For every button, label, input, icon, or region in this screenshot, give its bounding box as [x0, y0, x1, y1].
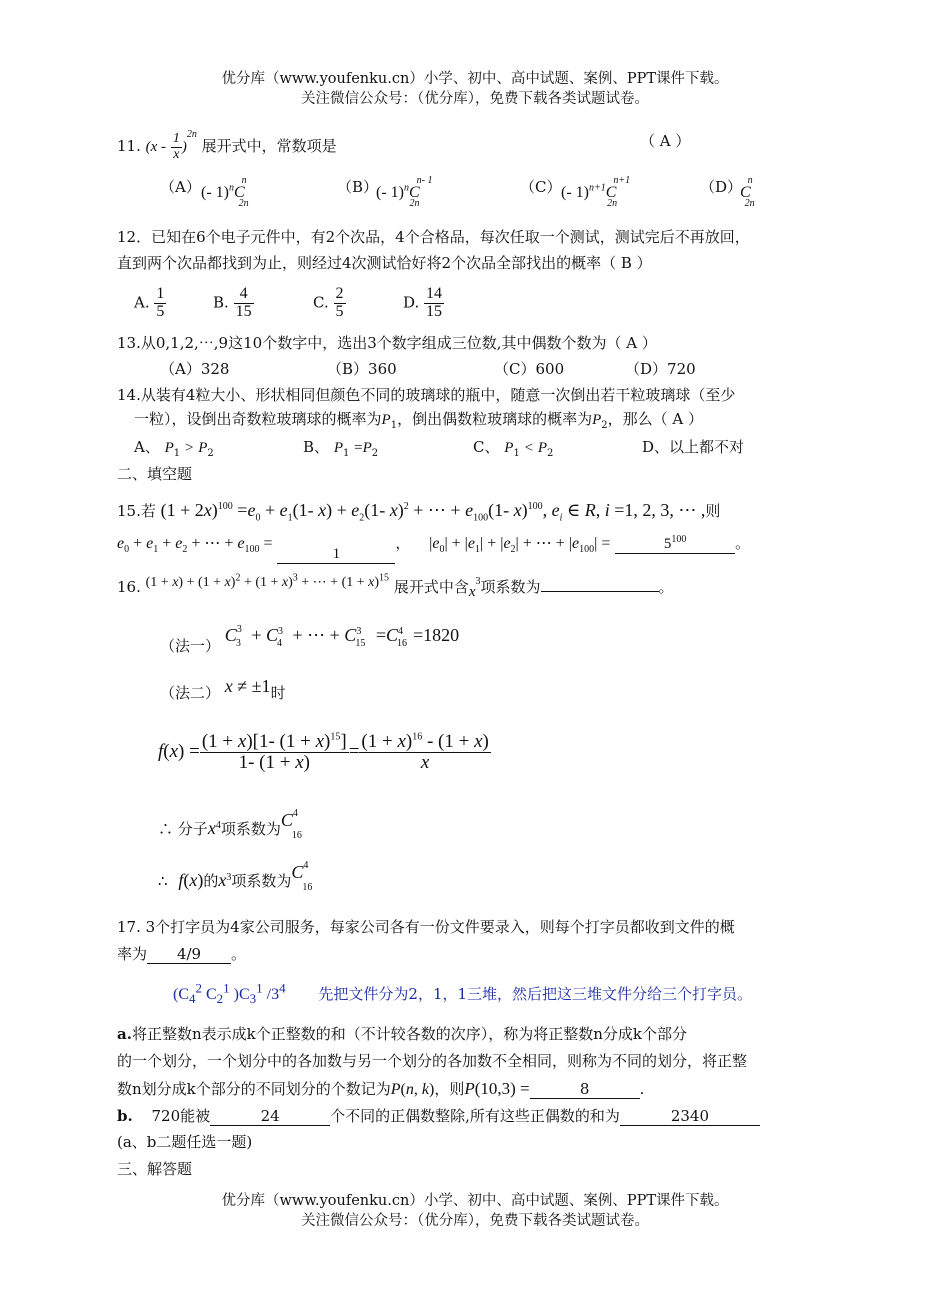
question-18-answer-a: 8	[530, 1080, 640, 1099]
question-11-formula-b: (- $1)^nC^{n- 1}_{2n}$	[376, 174, 433, 210]
question-11-option-c: （C）	[520, 178, 562, 196]
footer-line-1: 优分库（www.youfenku.cn）小学、初中、高中试题、案例、PPT课件下载。	[221, 1193, 729, 1209]
question-18-line-5: (a、b二题任选一题)	[117, 1133, 253, 1151]
question-17-solution: ($C_4^2$ $C_2^1$ )$C_3^1$ $/3^4$ 先把文件分为2，1，1三堆，然后把这三堆文件分给三个打字员。	[173, 980, 753, 1007]
question-11-formula-c: (- $1)^{n+1}C^{n+1}_{2n}$	[561, 174, 631, 210]
question-17-answer: 4/9	[147, 945, 231, 964]
question-11: 11. (x - $\frac{1}{x}$ )$^{2n}$ 展开式中，常数项是	[117, 129, 337, 162]
question-15-answer-2: $5^{100}$	[615, 535, 735, 554]
question-11-option-a: （A）	[160, 178, 201, 196]
question-14-option-b: B、 $P_1 =P_2$	[303, 438, 379, 459]
question-18-answer-b1: 24	[210, 1107, 330, 1126]
header-line-1: 优分库（www.youfenku.cn）小学、初中、高中试题、案例、PPT课件下载。	[221, 71, 729, 87]
question-11-formula-a: (- $1)^nC^n_{2n}$	[201, 174, 249, 210]
question-18-line-2: 的一个划分，一个划分中的各加数与另一个划分的各加数不全相同，则称为不同的划分，将正整	[117, 1052, 748, 1070]
section-2-title: 二、填空题	[117, 465, 193, 483]
question-17-line-1: 17. 3个打字员为4家公司服务，每家公司各有一份文件要录入，则每个打字员都收到文件的概	[117, 918, 735, 936]
question-12-option-d: D. $\frac{14}{15}$	[403, 285, 443, 320]
question-13-option-a: （A）328	[160, 360, 230, 378]
footer-line-2: 关注微信公众号：（优分库），免费下载各类试题试卷。	[301, 1213, 649, 1229]
question-17-line-2: 率为 4/9 。	[117, 945, 247, 963]
question-16-line-1: 16. $(1 + x) + (1 + x)^2 + (1 + x)^3$ + ⋯ + $(1 + x)^{15}$ 展开式中含$x^3$项系数为 。	[117, 572, 674, 600]
question-14-line-2: 一粒），设倒出奇数粒玻璃球的概率为$P_1$，倒出偶数粒玻璃球的概率为$P_2$，那么（ A ）	[134, 410, 703, 431]
question-13-option-c: （C）600	[494, 360, 565, 378]
section-3-title: 三、解答题	[117, 1160, 193, 1178]
question-15-line-1: 15.若 $(1 + 2x)^{100} =e_0 + e_1(1-$ $x) + e_2(1-$ x)$^2$ + ⋯ + $e_{100}(1-$ x)$^{100}$, $e_i$ ∈ R, i =1, 2, 3, ⋯ ,则	[117, 500, 721, 524]
question-14-option-a: A、 $P_1 > P_2$	[134, 438, 214, 459]
question-11-answer: （ A ）	[640, 132, 691, 150]
question-15-answer-1: 1	[277, 545, 395, 564]
question-14-option-c: C、 $P_1 < P_2$	[473, 438, 554, 459]
question-12-option-c: C. $\frac{2}{5}$	[313, 285, 344, 320]
question-11-formula-d: $C^n_{2n}$	[740, 174, 755, 210]
question-16-method-1: （法一） $C^3_3 + C^3_4$ + ⋯ + $C^3_{15} =C^4_{16} =1820$	[160, 624, 460, 655]
question-16-method-2: （法二） x ≠ ±1时	[160, 676, 286, 702]
question-18-line-3: 数n划分成k个部分的不同划分的个数记为P(n, k)，则P(10,3) = 8 .	[117, 1079, 645, 1098]
question-18-line-4: b. 720能被 24 个不同的正偶数整除,所有这些正偶数的和为 2340	[117, 1107, 760, 1126]
question-11-option-b: （B）	[337, 178, 379, 196]
question-11-option-d: （D）	[700, 178, 743, 196]
question-16-numerator-line: ∴ 分子$x^4$项系数为$C^4_{16}$	[158, 808, 302, 841]
question-16-fx-formula: f(x) = $\frac{(1 + x)[1- (1 + x)^{15}]}{1- (1 + x)}$ = $\frac{(1 + x)^{16} - (1 + x)}{x}$	[158, 731, 489, 773]
question-14-line-1: 14.从装有4粒大小、形状相同但颜色不同的玻璃球的瓶中，随意一次倒出若干粒玻璃球（至少	[117, 386, 736, 404]
question-14-option-d: D、以上都不对	[642, 438, 745, 456]
question-13-option-b: （B）360	[327, 360, 397, 378]
question-15-line-2: $e_0 + e_1 + e_2$ + ⋯ + $e_{100} = 1$， $|e_0| + |e_1| + |e_2|$ + ⋯ + $|e_{100}| = 5^{100}$ 。	[117, 534, 751, 562]
question-18-answer-b2: 2340	[620, 1107, 760, 1126]
question-16-fx-line: ∴ f(x)的$x^3$项系数为$C^4_{16}$	[158, 860, 313, 893]
question-18-line-1: a.将正整数n表示成k个正整数的和（不计较各数的次序），称为将正整数n分成k个部分	[117, 1025, 687, 1043]
question-13-line-1: 13.从0,1,2,⋯,9这10个数字中，选出3个数字组成三位数,其中偶数个数为（ A ）	[117, 334, 657, 352]
question-12-option-b: B. $\frac{4}{15}$	[213, 285, 252, 320]
question-12-option-a: A. $\frac{1}{5}$	[134, 285, 165, 320]
header-line-2: 关注微信公众号：（优分库），免费下载各类试题试卷。	[301, 91, 649, 107]
question-12-line-1: 12．已知在6个电子元件中，有2个次品，4个合格品，每次任取一个测试，测试完后不再放回，	[117, 228, 750, 246]
question-12-line-2: 直到两个次品都找到为止，则经过4次测试恰好将2个次品全部找出的概率（ B ）	[117, 254, 652, 272]
question-13-option-d: （D）720	[625, 360, 696, 378]
